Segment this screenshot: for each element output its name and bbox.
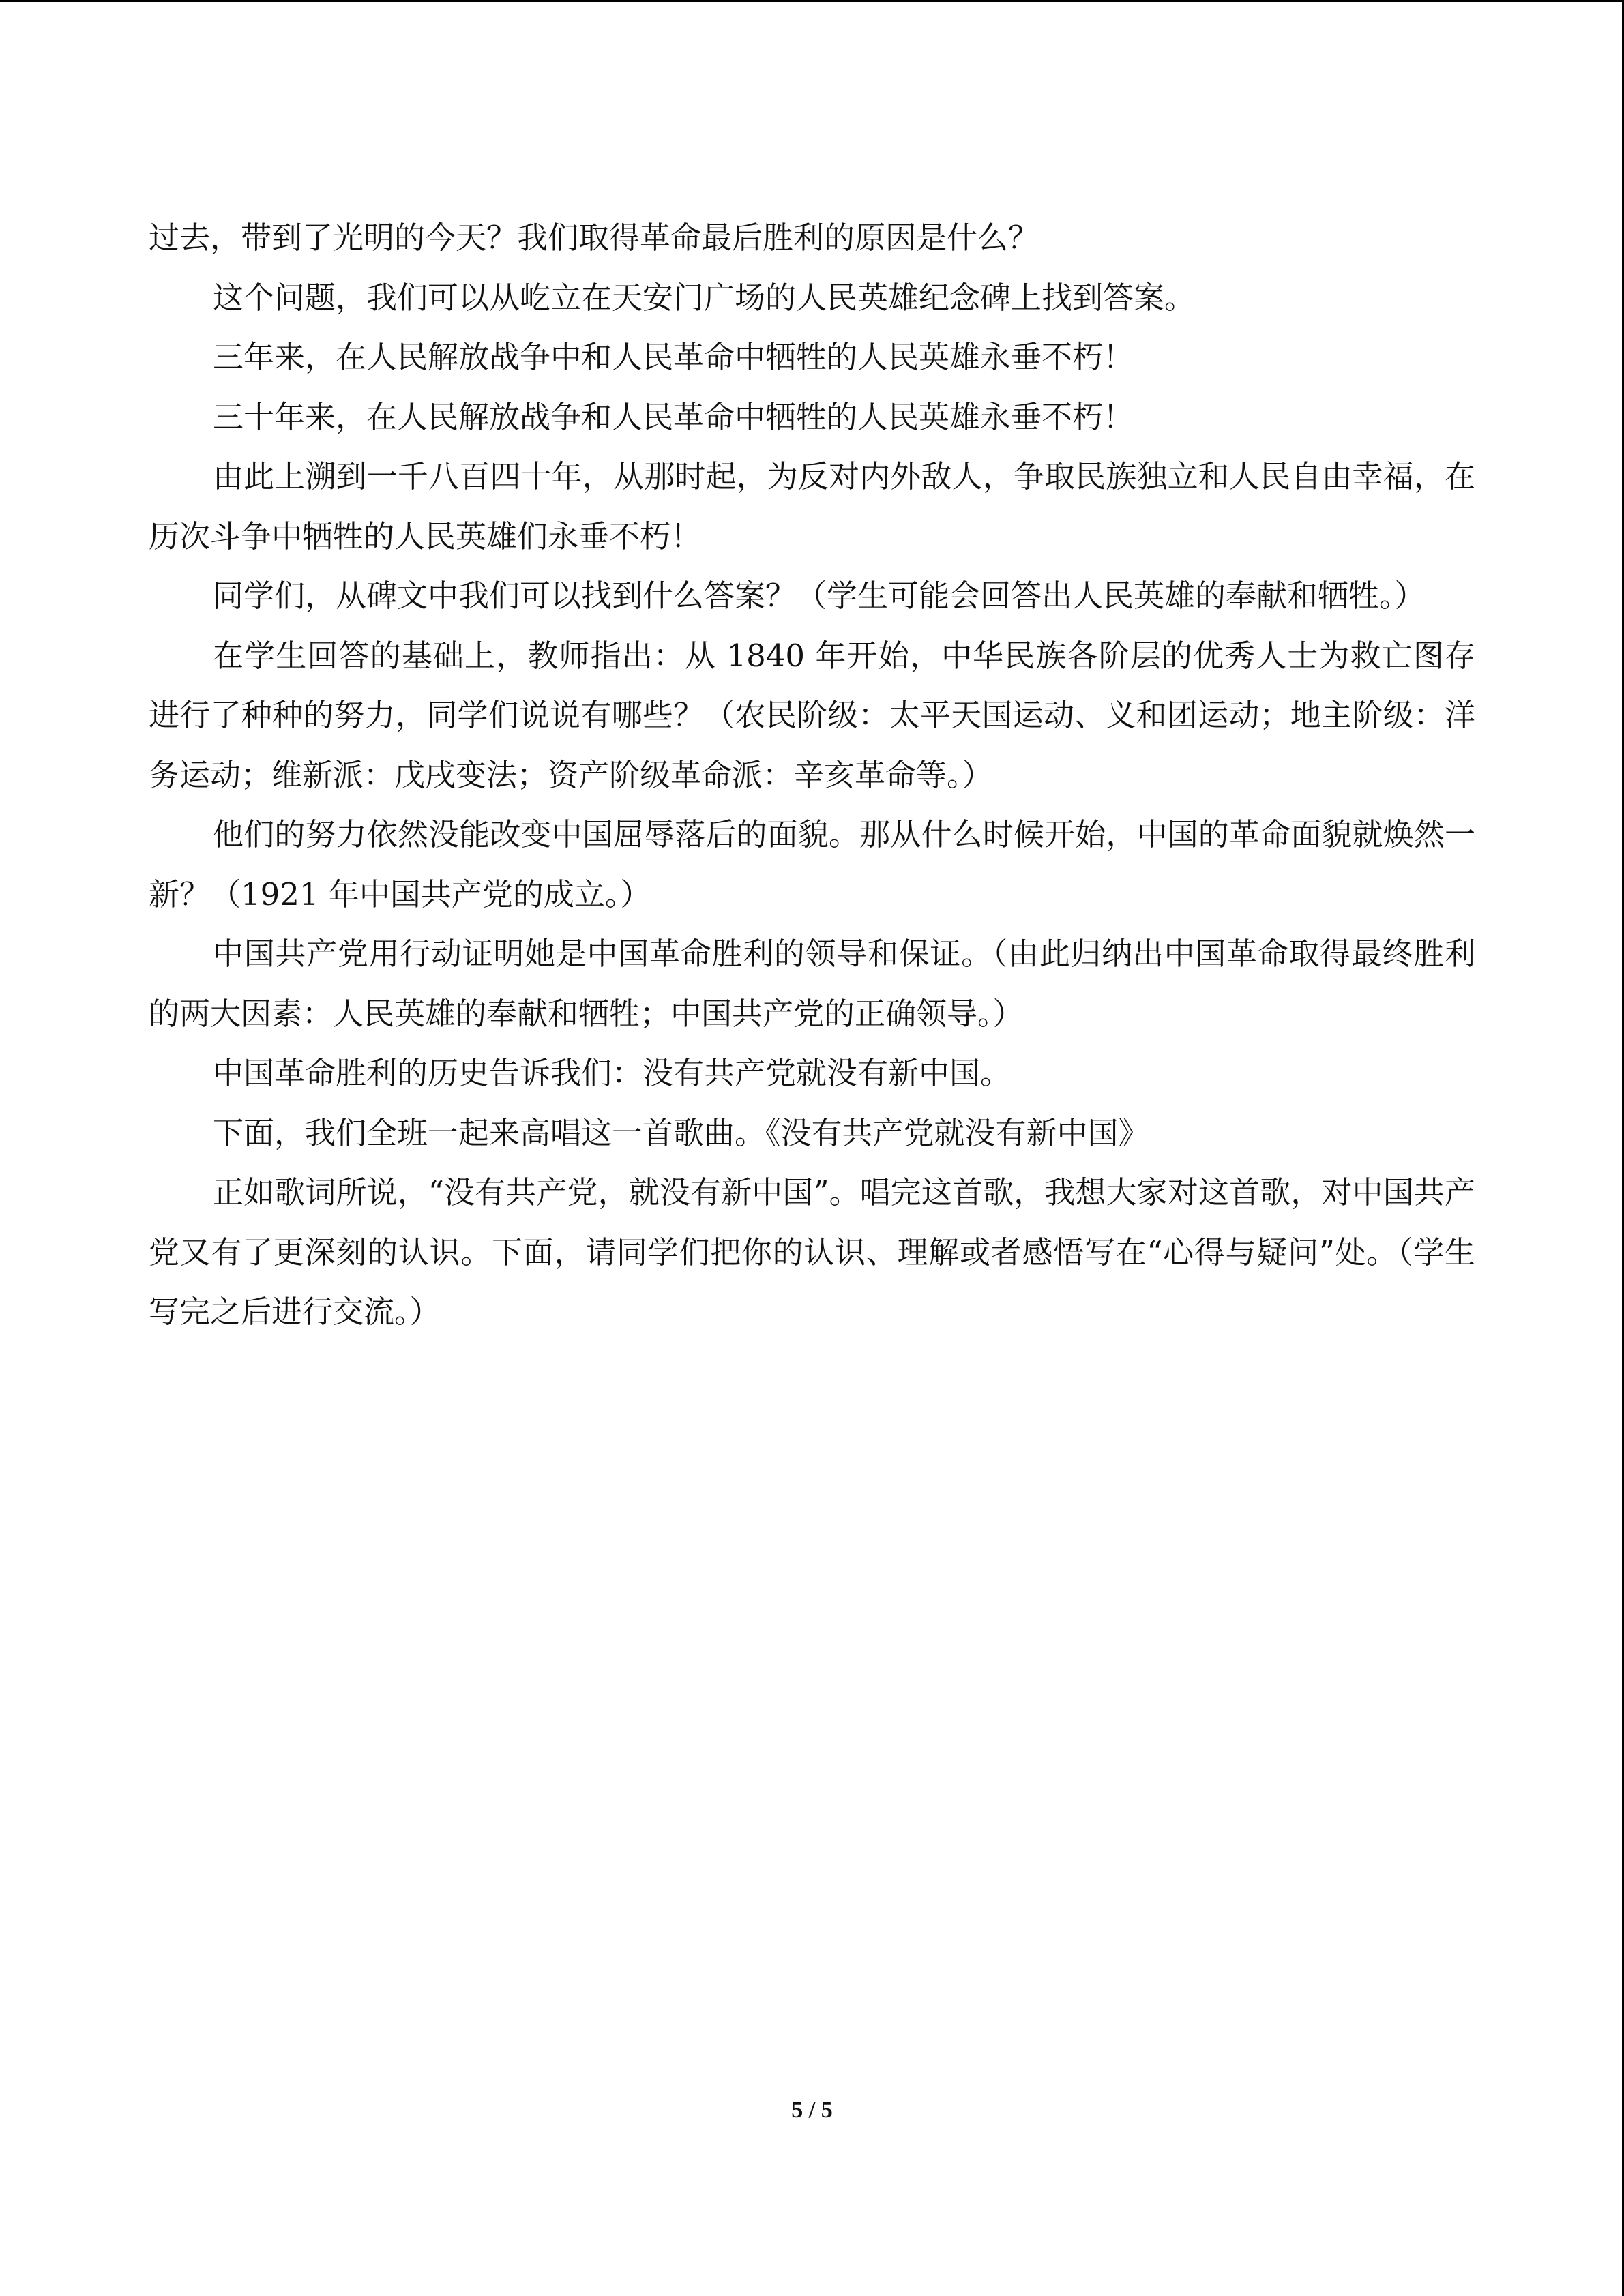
- page-number: 5 / 5: [791, 2098, 833, 2123]
- paragraph: 下面，我们全班一起来高唱这一首歌曲。《没有共产党就没有新中国》: [213, 1114, 1149, 1151]
- paragraph: 中国共产党用行动证明她是中国革命胜利的领导和保证。（由此归纳出中国革命取得最终胜利的两大因素：人民英雄的奉献和牺牲；中国共产党的正确领导。）: [149, 936, 1475, 1032]
- paragraph: 三十年来，在人民解放战争和人民革命中牺牲的人民英雄永垂不朽！: [213, 398, 1134, 435]
- paragraph: 由此上溯到一千八百四十年，从那时起，为反对内外敌人，争取民族独立和人民自由幸福，在历次斗争中牺牲的人民英雄们永垂不朽！: [149, 458, 1475, 554]
- paragraph: 他们的努力依然没能改变中国屈辱落后的面貌。那从什么时候开始，中国的革命面貌就焕然一新？（1921 年中国共产党的成立。）: [149, 816, 1475, 912]
- document-body: [149, 208, 1475, 1342]
- paragraph: 三年来，在人民解放战争中和人民革命中牺牲的人民英雄永垂不朽！: [213, 339, 1134, 375]
- paragraph: 这个问题，我们可以从屹立在天安门广场的人民英雄纪念碑上找到答案。: [213, 279, 1196, 316]
- paragraph: 中国革命胜利的历史告诉我们：没有共产党就没有新中国。: [213, 1055, 1012, 1091]
- paragraph: 在学生回答的基础上，教师指出：从 1840 年开始，中华民族各阶层的优秀人士为救亡图存进行了种种的努力，同学们说说有哪些？（农民阶级：太平天国运动、义和团运动；地主阶级：洋务运动；维新派：戊戌变法；资产阶级革命派：辛亥革命等。）: [149, 637, 1475, 793]
- paragraph: 过去，带到了光明的今天？我们取得革命最后胜利的原因是什么？: [149, 220, 1039, 256]
- page-top-border: [0, 0, 1624, 2]
- paragraph: 同学们，从碑文中我们可以找到什么答案？（学生可能会回答出人民英雄的奉献和牺牲。）: [213, 578, 1426, 614]
- paragraph: 正如歌词所说，“没有共产党，就没有新中国”。唱完这首歌，我想大家对这首歌，对中国共产党又有了更深刻的认识。下面，请同学们把你的认识、理解或者感悟写在“心得与疑问”处。（学生写完之后进行交流。）: [149, 1174, 1475, 1330]
